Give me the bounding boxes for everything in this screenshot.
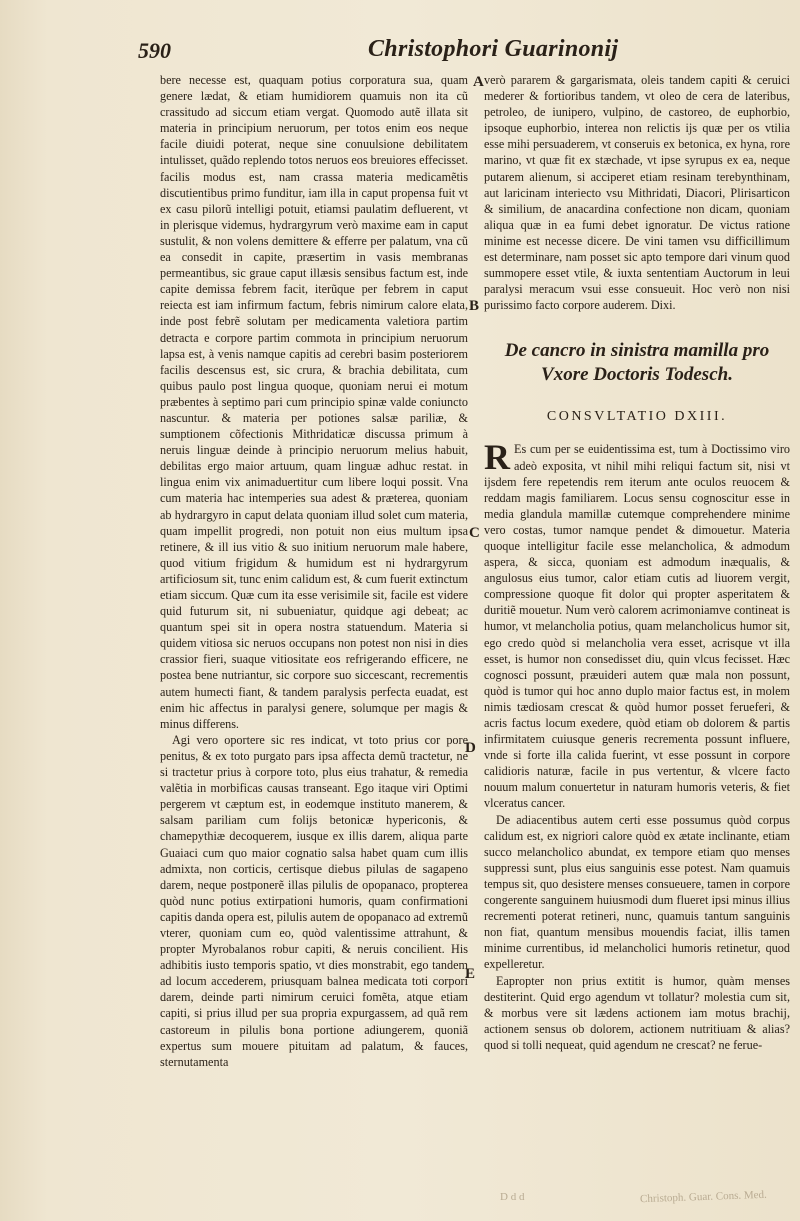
margin-marker-b: B <box>469 298 480 314</box>
consultatio-heading: CONSVLTATIO DXIII. <box>546 409 728 425</box>
margin-marker-c: C <box>469 525 480 541</box>
left-paragraph-1: bere necesse est, quaquam potius corporatura sua, quam genere lædat, & etiam humidiorem quamuis non ita cũ crassitudo ad siccum etiam vergat. Quomodo autẽ illata sit materia in principium neruorum, per totos enim eos neque facile diuidi poterat, neque sine conuulsione debilitatem intulisset, quãdo replendo totos neruos eos breuiores effecisset. facilis modus est, nam crassa materia medicamẽtis discutientibus primo funditur, iam illa in caput propensa fuit vt ex casu pilorũ intelligi potuit, etiamsi paulatim defluerent, vt in plerisque videmus, hydrargyrum verò maxime eam in caput sustulit, & non volens demittere & efferre per palatum, vna cũ ea consedit in capite, præsertim in vasis membranas permeantibus, sic graue caput illæsis sensibus factum est, inde capite demissa febrem facit, iterũque per febrem in caput reiecta est iam infirmum factum, febris nimirum calore elata, inde post febrẽ solutam per medicamenta valetiora partim detracta e corpore partim commota in principium neruorum lapsa est, à venis namque capitis ad cerebri basim posteriorem facilis descensus est, sic crura, & brachia debilitata, cum quibus paulo post lingua quoque, quoniam nerui ei motum præbentes à septimo pari cum principio spinæ valde coniuncto nascuntur. & materia per potiones salsæ pariliæ, & sumptionem cõfectionis Mithridaticæ discussa primum à neruis linguæ deinde à principio neruorum melius habuit, debilitas ergo maior artuum, quam linguæ adhuc restat. in lingua enim vix animaduertitur cum libere loqui possit. Vna cum materia hac intemperies sua adest & præterea, quoniam ab hydrargyro in caput delata quoniam illud solet cum materia, quam impellit progredi, non potuit non eius multum ipsa retinere, & ill ius vitio & suo initium neruorum male habere, quod vitium frigidum & humidum est ni hydrargyrum artificiosum sit, tunc enim calidum est, & cum fuerit extinctum etiam siccum. Quæ cum ita esse verisimile sit, facile est videre quid futurum sit, ni subueniatur, quidque agi debeat; ac quantum spei sit in opera nostra statuendum. Materia si quidem vitiosa sic neruos occupans non potest non nisi in dies crassior fieri, suaque vitiositate eos refrigerando efficere, ne postea bene nutriantur, sic corpore suo siccescant, recrementis autem humecti fiant, & tandem paralysis perfecta euadat, est enim hic affectus in paralysi genere, solumque per magis & minus differens. <box>160 73 468 731</box>
right-paragraph-1 <box>484 437 790 811</box>
left-column <box>160 72 468 1182</box>
right-column <box>484 72 790 1192</box>
right-paragraph-3: Eapropter non prius extitit is humor, quàm menses destiterint. Quid ergo agendum vt tollatur? molestia cum sit, & morbus vere sit lædens actionem iam motus brachij, actionem sensus ob dolorem, actionem nutritiuam & alias? quod si tolli nequeat, quid agendum ne crescat? ne ferue- <box>484 973 790 1052</box>
left-paragraph-2: Agi vero oportere sic res indicat, vt toto prius cor pore penitus, & ex toto purgato pars ipsa affecta demũ tractetur, ne si tractetur prius à corpore toto, plus eius trahatur, & remedia valẽtia in morbificas causas transeant. Ego itaque viri Optimi pergerem vt cæptum est, in eodemque instituto manerem, & salsam pariliam cum folijs betonicæ hypericonis, & chamepythiæ decoquerem, iusque ex illis darem, aliqua parte Guaiaci cum quo maior cognatio salsa habet quam cum illis admixta, non corticis, certisque diebus pilulas de sagapeno darem, neque postponerẽ illas pilulis de opopanaco, propterea quòd nunc potius extirpationi humoris, quam confirmationi capitis danda opera est, pilulis autem de opopanaco ad extremũ vterer, quoniam cum eo, quòd valentissime attrahunt, & propter Myrobalanos robur capiti, & neruis concilient. His adhibitis iusto temporis spatio, vt dies monstrabit, ego tandem ad locum accederem, priusquam balnea medicata toti corpori darem, deinde parti nimirum ceruici fomẽta, atque etiam capiti, si prius illud per sua propria expurgassem, ad quã rem castoreum in pilulis bona portione adiungerem, quoniã expertus sum mouere pituitam ad palatum, & fauces, sternutamenta <box>160 732 468 1069</box>
section-title: De cancro in sinistra mamilla pro Vxore Doctoris Todesch. <box>504 340 770 386</box>
margin-marker-e: E <box>465 966 476 982</box>
margin-marker-a: A <box>473 74 484 90</box>
footer-faded-right: Christoph. Guar. Cons. Med. <box>639 1188 767 1206</box>
running-head: Christophori Guarinonij <box>368 36 619 62</box>
footer-faded-left: D d d <box>500 1191 525 1203</box>
margin-marker-d: D <box>465 740 476 756</box>
right-paragraph-2: De adiacentibus autem certi esse possumus quòd corpus calidum est, ex nigriori calore quòd ex ætate inclinante, etiam succo melancholico abundat, ex tempore etiam quo menses suppressi sunt, plus eius sanguinis esse potest. Nam quamuis tempus sit, quo desistere menses consueuere, tamen in corpore congerente sanguinem huiusmodi dum flueret ipsi minus illius recrementi poterat retineri, nunc, quamuis tantum sanguinis non fiat, quantum mensibus mouendis faciat, illis tamen minime currentibus, id melancholici humoris retinetur, quod expelleretur. <box>484 812 790 972</box>
drop-cap: R <box>484 437 510 478</box>
page-number: 590 <box>138 38 171 63</box>
right-paragraph-top: verò pararem & gargarismata, oleis tandem capiti & ceruici mederer & fortioribus tandem, vt oleo de cera de lateribus, petroleo, de iunipero, vulpino, de castoreo, de euphorbio, ipsoque euphorbio, interea non relictis ijs quæ per os vtilia esse mihi persuaderem, vt conseruis ex betonica, ex hyna, rore marino, vt quæ fit ex stæchade, vt ipse syrupus ex ea, neque putarem alienum, si acciperet etiam resinam terebynthinam, aut laricinam interiecto vsu Mithridati, Diacori, Plirisarticon & similium, de anacardina confectione non dicam, quoniam aliqua quæ in ea fumi debet ignoratur. De victus ratione minime est necesse dicere. De vini tamen vsu difficillimum est determinare, nam posset sic apto tempore dari vinum quod summopere esset vtile, & iuxta sententiam Auctorum in leui paralysi meracum vsui esse consueuit. Hoc verò non nisi purissimo facto corpore auderem. Dixi. <box>484 73 790 313</box>
right-paragraph-1-text: Es cum per se euidentissima est, tum à Doctissimo viro adeò exposita, vt nihil mihi reliqui factum sit, nisi vt ijsdem fere repetendis rem iterum ante oculos reuocem & reddam magis familiarem. Locus sensu cognoscitur esse in media glandula mamillæ cutemque comprehendere minime vero costas, tumor namque pendet & dimouetur. Materia quoque intelligitur facile esse melancholica, & admodum aspera, & sicca, quoniam est admodum inæqualis, & angulosus eius tumor, calor etiam cutis ad liuorem vergit, compressione quoque fit dolor qui propter asperitatem & duritiẽ mouetur. Num verò calorem acrimoniamve contineat is humor, vt melancholia potius, quam melancholicus humor sit, ego credo quòd si melancholia vera esset, acrisque vt illa esset, is humor non consedisset diu, quin vlcus fecisset. Hæc cognosci possunt, præuideri autem quæ mala non possunt, quòd is tumor qui hoc anno duplo maior factus est, in molem nimis tædiosam crescat & quòd humor posset ferueferi, & acris factus locum exedere, quòd etiam ob dolorem & partis infirmitatem cuiusque generis recrementa possunt influere, vnde si forte illa calida fuerint, vt esse possunt in corpore calidioris naturæ, facile in pus vertentur, & vlcere facto nouum malum conuertetur in naturam humoris veteris, & fiet vlceratus cancer. <box>484 442 790 811</box>
page-header <box>0 38 800 72</box>
